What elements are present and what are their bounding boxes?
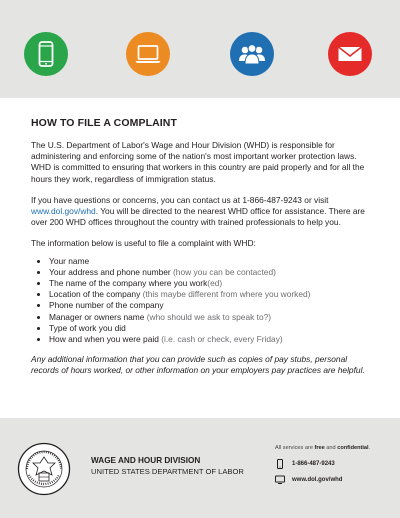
phone-number: 1-866-487-9243 [292, 461, 335, 467]
laptop-icon [126, 32, 170, 76]
contact-text-start: If you have questions or concerns, you can contact us at 1-866-487-9243 or visit [31, 194, 329, 205]
list-item-text: Manager or owners name [49, 311, 147, 322]
page-title: HOW TO FILE A COMPLAINT [31, 117, 177, 129]
list-item-text: The name of the company where you work [49, 278, 208, 289]
footer [0, 418, 400, 518]
phone-contact [275, 459, 335, 469]
contact-text-end: . You will be directed to the nearest WHD office for assistance. There are over 200 WHD offices throughout the country with trained professionals to help you. [31, 206, 365, 228]
computer-monitor-icon [275, 475, 285, 485]
list-item [49, 300, 376, 311]
list-item-note: (this maybe different from where you worked) [142, 289, 311, 300]
list-item-note: (i.e. cash or check, every Friday) [161, 334, 283, 345]
services-free: free [314, 445, 325, 451]
division-name: WAGE AND HOUR DIVISION [91, 456, 201, 465]
contact-paragraph [31, 195, 376, 229]
list-item [49, 267, 376, 278]
list-item-text: Your name [49, 255, 90, 266]
list-item-text: How and when you were paid [49, 334, 162, 345]
list-item [49, 334, 376, 345]
icon-banner [0, 0, 400, 98]
list-item-note: (how you can be contacted) [173, 266, 276, 277]
list-item [49, 256, 376, 267]
services-confidential: confidential [337, 445, 369, 451]
list-intro: The information below is useful to file a complaint with WHD: [31, 238, 256, 249]
list-item-note: (ed) [207, 278, 223, 289]
list-item-note: (who should we ask to speak to?) [146, 311, 272, 322]
department-name: UNITED STATES DEPARTMENT OF LABOR [91, 467, 244, 476]
services-text: and [324, 445, 338, 451]
list-item [49, 278, 376, 289]
services-text: . [368, 445, 371, 451]
web-contact [275, 475, 342, 485]
people-group-icon [230, 32, 274, 76]
complaint-instructions [31, 117, 376, 377]
intro-paragraph: The U.S. Department of Labor's Wage and Hour Division (WHD) is responsible for administering and enforcing some of the nation's most important worker protection laws. WHD is committed to ensuring that workers in this country are paid properly and for all the hours they work, regardless of immigration status. [31, 140, 365, 184]
services-note [275, 445, 370, 451]
phone-icon [275, 459, 285, 469]
services-text: All services are [275, 445, 315, 451]
department-seal-icon [17, 442, 71, 496]
list-item-text: Your address and phone number [49, 266, 174, 277]
list-item-text: Location of the company [49, 289, 143, 300]
list-item [49, 323, 376, 334]
envelope-icon [328, 32, 372, 76]
list-item [49, 289, 376, 300]
required-information-list [31, 256, 376, 346]
list-item-text: Type of work you did [49, 322, 126, 333]
mobile-phone-icon [24, 32, 68, 76]
web-address[interactable]: www.dol.gov/whd [292, 477, 343, 483]
whd-website-link[interactable]: www.dol.gov/whd [31, 206, 96, 217]
list-item [49, 312, 376, 323]
closing-note: Any additional information that you can provide such as copies of pay stubs, personal records of hours worked, or other information on your employers pay practices are helpful. [31, 354, 365, 376]
list-item-text: Phone number of the company [49, 300, 164, 311]
